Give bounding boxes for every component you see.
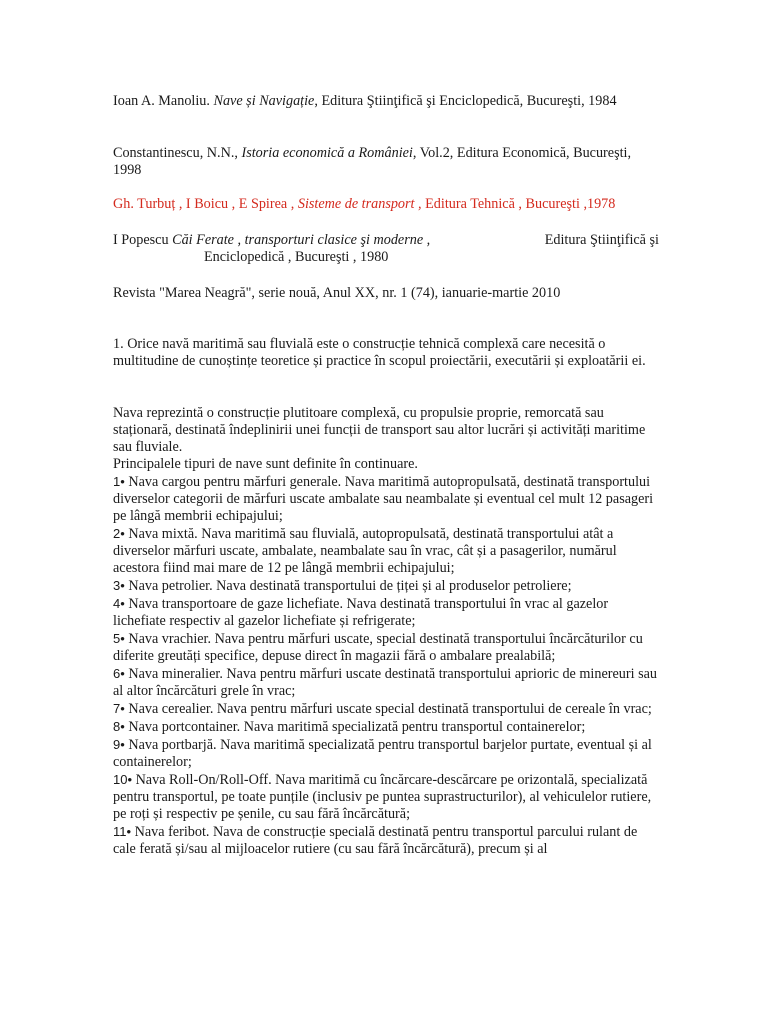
reference-1 xyxy=(113,93,659,110)
paragraph-1: 1. Orice navă maritimă sau fluvială este o construcție tehnică complexă care necesită o multitudine de cunoștințe teoretice și practice în scopul proiectării, executării și exploatării ei. xyxy=(113,336,646,369)
list-item: 5• Nava vrachier. Nava pentru mărfuri uscate, special destinată transportului încărcăturilor cu diferite greutăți specifice, depuse direct în magazii fără o ambalare prealabilă; xyxy=(113,631,643,664)
list-item: 6• Nava mineralier. Nava pentru mărfuri uscate destinată transportului aprioric de minereuri sau al altor încărcături grele în vrac; xyxy=(113,666,657,699)
paragraph-2: Nava reprezintă o construcție plutitoare complexă, cu propulsie proprie, remorcată sau staționară, destinată îndeplinirii unei funcții de transport sau altor lucrări și activități maritime sau fluviale. xyxy=(113,405,646,455)
reference-author: Gh. Turbuț , I Boicu , E Spirea , xyxy=(113,196,298,212)
list-item: 11• Nava feribot. Nava de construcție specială destinată pentru transportul parcului rulant de cale ferată și/sau al mijloacelor rutiere (cu sau fără încărcătură), precum și al xyxy=(113,824,638,857)
reference-author: Ioan A. Manoliu. xyxy=(113,93,214,109)
list-item: 7• Nava cerealier. Nava pentru mărfuri uscate special destinată transportului de cereale în vrac; xyxy=(113,701,652,717)
list-item: 10• Nava Roll-On/Roll-Off. Nava maritimă cu încărcare-descărcare pe orizontală, specializată pentru transportul, pe toate punțile (inclusiv pe puntea suprastructurilor), al vehiculelor rutiere, pe roți și respectiv pe șenile, cu sau fără încărcătură; xyxy=(113,772,652,822)
reference-4 xyxy=(113,232,659,266)
reference-details-cont: Enciclopedică , Bucureşti , 1980 xyxy=(204,249,389,265)
reference-title: Istoria economică a României xyxy=(241,145,413,161)
list-intro: Principalele tipuri de nave sunt definite în continuare. xyxy=(113,456,418,472)
ship-types-list xyxy=(113,456,659,858)
reference-title: Nave și Navigație xyxy=(213,93,315,109)
list-item: 3• Nava petrolier. Nava destinată transportului de țiței și al produselor petroliere; xyxy=(113,578,572,594)
reference-details: , Editura Ştiinţifică şi Enciclopedică, Bucureşti, 1984 xyxy=(314,93,617,109)
list-item: 1• Nava cargou pentru mărfuri generale. Nava maritimă autopropulsată, destinată transportului diverselor categorii de mărfuri uscate ambalate sau neambalate și eventual cel mult 12 pasageri pe lângă membrii echipajului; xyxy=(113,474,654,524)
reference-2 xyxy=(113,145,659,179)
list-item: 9• Nava portbarjă. Nava maritimă specializată pentru transportul barjelor purtate, eventual și al containerelor; xyxy=(113,737,652,770)
reference-author: I Popescu xyxy=(113,232,173,248)
reference-details: Editura Ştiinţifică şi xyxy=(544,232,659,248)
reference-5: Revista "Marea Neagră", serie nouă, Anul XX, nr. 1 (74), ianuarie-martie 2010 xyxy=(113,285,561,301)
reference-title: Sisteme de transport , xyxy=(297,196,422,212)
reference-details: Editura Tehnică , Bucureşti ,1978 xyxy=(421,196,616,212)
reference-details: , Vol.2, Editura Economică, Bucureşti, 1998 xyxy=(113,145,632,178)
list-item: 2• Nava mixtă. Nava maritimă sau fluvială, autopropulsată, destinată transportului atât a diverselor mărfuri uscate, ambalate, neambalate sau în vrac, cât și a pasagerilor, numărul acestora fiind mai mare de 12 pe lângă membrii echipajului; xyxy=(113,526,617,576)
reference-author: Constantinescu, N.N., xyxy=(113,145,242,161)
reference-3 xyxy=(113,196,659,213)
list-item: 8• Nava portcontainer. Nava maritimă specializată pentru transportul containerelor; xyxy=(113,719,586,735)
reference-title: Căi Ferate , transporturi clasice şi moderne , xyxy=(172,232,431,248)
list-item: 4• Nava transportoare de gaze lichefiate. Nava destinată transportului în vrac al gazelor lichefiate respectiv al gazelor lichefiate și refrigerate; xyxy=(113,596,609,629)
